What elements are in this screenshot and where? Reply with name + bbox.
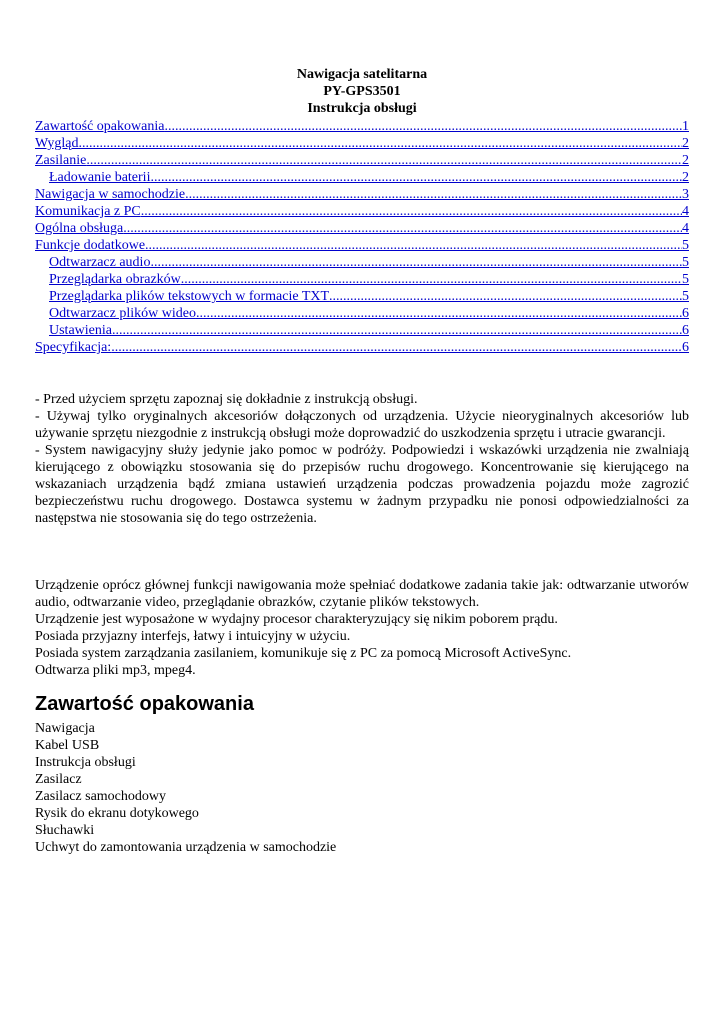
toc-label: Funkcje dodatkowe xyxy=(35,238,146,253)
toc-page-number: 2 xyxy=(682,136,689,151)
intro-paragraph: Posiada system zarządzania zasilaniem, komunikuje się z PC za pomocą Microsoft ActiveSync. xyxy=(35,646,572,661)
toc-label: Odtwarzacz plików wideo xyxy=(49,306,196,321)
list-item: Rysik do ekranu dotykowego xyxy=(35,806,199,821)
toc-page-number: 5 xyxy=(682,289,689,304)
toc-link-odtwarzacz-audio[interactable] xyxy=(35,254,689,271)
section-heading: Zawartość opakowania xyxy=(35,693,254,715)
toc-page-number: 6 xyxy=(682,340,689,355)
toc-page-number: 1 xyxy=(682,119,689,134)
document-title: Nawigacja satelitarna xyxy=(296,67,428,82)
toc-leader-dots xyxy=(150,254,682,271)
intro-paragraph: Urządzenie oprócz głównej funkcji nawigowania może spełniać dodatkowe zadania takie jak: odtwarzanie utworów audio, odtwarzanie video, przeglądanie obrazków, czytanie plików tekstowych. xyxy=(35,578,689,610)
table-of-contents xyxy=(35,118,689,356)
note-paragraph: - Przed użyciem sprzętu zapoznaj się dokładnie z instrukcją obsługi. xyxy=(35,392,418,407)
toc-leader-dots xyxy=(141,203,682,220)
toc-label: Zasilanie xyxy=(35,153,87,168)
toc-label: Wygląd xyxy=(35,136,79,151)
device-description xyxy=(35,577,689,679)
list-item: Kabel USB xyxy=(35,738,100,753)
toc-link-przegladarka-txt[interactable] xyxy=(35,288,689,305)
list-item: Nawigacja xyxy=(35,721,95,736)
toc-label: Specyfikacja: xyxy=(35,340,112,355)
toc-link-specyfikacja[interactable] xyxy=(35,339,689,356)
list-item: Uchwyt do zamontowania urządzenia w samochodzie xyxy=(35,840,337,855)
list-item: Zasilacz samochodowy xyxy=(35,789,167,804)
toc-leader-dots xyxy=(164,118,682,135)
toc-label: Zawartość opakowania xyxy=(35,119,165,134)
toc-leader-dots xyxy=(78,135,682,152)
toc-label: Przeglądarka plików tekstowych w formacie TXT xyxy=(49,289,330,304)
toc-label: Komunikacja z PC xyxy=(35,204,141,219)
document-page xyxy=(35,66,689,856)
toc-link-zawartosc-opakowania[interactable] xyxy=(35,118,689,135)
toc-page-number: 6 xyxy=(682,323,689,338)
safety-notes xyxy=(35,391,689,527)
toc-link-ladowanie-baterii[interactable] xyxy=(35,169,689,186)
toc-page-number: 3 xyxy=(682,187,689,202)
toc-link-ustawienia[interactable] xyxy=(35,322,689,339)
toc-label: Ustawienia xyxy=(49,323,112,338)
document-subtitle: Instrukcja obsługi xyxy=(307,101,417,116)
toc-leader-dots xyxy=(123,220,682,237)
toc-link-przegladarka-obrazkow[interactable] xyxy=(35,271,689,288)
list-item: Słuchawki xyxy=(35,823,95,838)
toc-page-number: 5 xyxy=(682,238,689,253)
toc-link-nawigacja-w-samochodzie[interactable] xyxy=(35,186,689,203)
toc-link-wyglad[interactable] xyxy=(35,135,689,152)
toc-link-zasilanie[interactable] xyxy=(35,152,689,169)
intro-paragraph: Odtwarza pliki mp3, mpeg4. xyxy=(35,663,196,678)
toc-label: Przeglądarka obrazków xyxy=(49,272,181,287)
note-paragraph: - System nawigacyjny służy jedynie jako pomoc w podróży. Podpowiedzi i wskazówki urządzenia nie zwalniają kierującego z obowiązku stosowania się do przepisów ruchu drogowego. Koncentrowanie się kierującego na wskazaniach urządzenia bądź zmiana ustawień urządzenia podczas prowadzenia pojazdu może zagrozić bezpieczeństwu ruchu drogowego. Dostawca systemu w żadnym przypadku nie ponosi odpowiedzialności za następstwa nie stosowania się do tego ostrzeżenia. xyxy=(35,443,689,526)
toc-page-number: 2 xyxy=(682,153,689,168)
toc-page-number: 4 xyxy=(682,221,689,236)
intro-paragraph: Posiada przyjazny interfejs, łatwy i intuicyjny w użyciu. xyxy=(35,629,351,644)
toc-leader-dots xyxy=(145,237,682,254)
toc-page-number: 2 xyxy=(682,170,689,185)
toc-leader-dots xyxy=(196,305,682,322)
list-item: Instrukcja obsługi xyxy=(35,755,136,770)
toc-page-number: 5 xyxy=(682,255,689,270)
toc-leader-dots xyxy=(329,288,682,305)
toc-page-number: 4 xyxy=(682,204,689,219)
toc-leader-dots xyxy=(86,152,682,169)
toc-leader-dots xyxy=(185,186,682,203)
toc-link-odtwarzacz-wideo[interactable] xyxy=(35,305,689,322)
toc-link-funkcje-dodatkowe[interactable] xyxy=(35,237,689,254)
title-block xyxy=(35,66,689,117)
intro-paragraph: Urządzenie jest wyposażone w wydajny procesor charakteryzujący się nikim poborem prądu. xyxy=(35,612,558,627)
model-number: PY-GPS3501 xyxy=(323,84,401,99)
toc-label: Nawigacja w samochodzie xyxy=(35,187,186,202)
toc-leader-dots xyxy=(112,322,682,339)
toc-leader-dots xyxy=(111,339,682,356)
toc-page-number: 6 xyxy=(682,306,689,321)
toc-leader-dots xyxy=(181,271,682,288)
toc-link-ogolna-obsluga[interactable] xyxy=(35,220,689,237)
toc-label: Odtwarzacz audio xyxy=(49,255,151,270)
toc-label: Ładowanie baterii xyxy=(49,170,151,185)
toc-link-komunikacja-z-pc[interactable] xyxy=(35,203,689,220)
toc-label: Ogólna obsługa xyxy=(35,221,124,236)
toc-leader-dots xyxy=(150,169,682,186)
toc-page-number: 5 xyxy=(682,272,689,287)
note-paragraph: - Używaj tylko oryginalnych akcesoriów dołączonych od urządzenia. Użycie nieoryginalnych akcesoriów lub używanie sprzętu niezgodnie z instrukcją obsługi może doprowadzić do uszkodzenia sprzętu i utracie gwarancji. xyxy=(35,409,689,441)
package-contents-list xyxy=(35,720,689,856)
list-item: Zasilacz xyxy=(35,772,82,787)
